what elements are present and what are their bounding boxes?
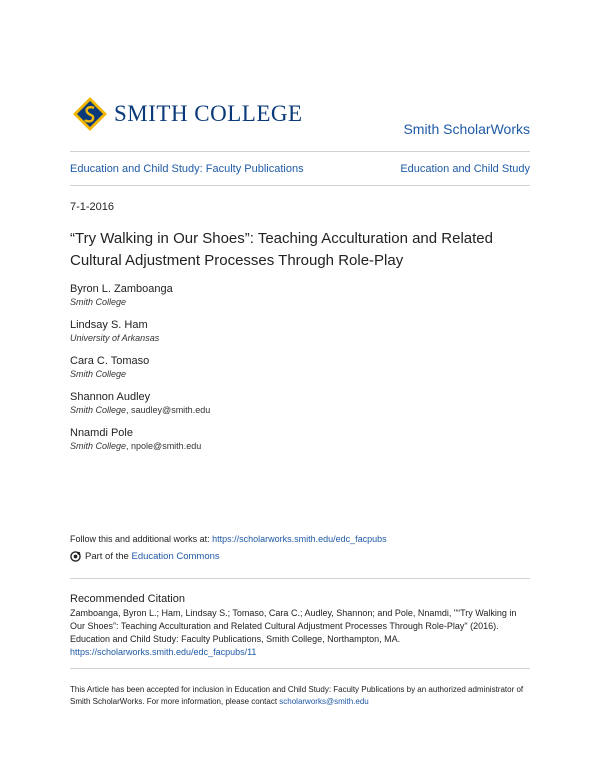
accepted-notice [70, 684, 540, 708]
citation-heading: Recommended Citation [70, 593, 185, 605]
citation-block [70, 607, 532, 659]
author-institution: Smith College [70, 441, 127, 451]
author-email[interactable]: , saudley@smith.edu [126, 405, 211, 415]
author-institution: Smith College [70, 405, 127, 415]
smith-college-shield-icon [72, 96, 108, 132]
education-commons-link[interactable]: Education Commons [131, 551, 220, 562]
follow-line [70, 534, 387, 544]
author-item [70, 426, 530, 462]
author-name: Shannon Audley [70, 391, 151, 403]
contact-email-link[interactable]: scholarworks@smith.edu [279, 697, 369, 706]
author-list [70, 282, 530, 462]
author-institution: Smith College [70, 297, 127, 307]
author-affiliation [70, 368, 530, 380]
author-email[interactable]: , npole@smith.edu [126, 441, 202, 451]
follow-url-link[interactable]: https://scholarworks.smith.edu/edc_facpubs [212, 534, 387, 544]
author-name: Lindsay S. Ham [70, 319, 148, 331]
author-item [70, 282, 530, 318]
citation-url-link[interactable]: https://scholarworks.smith.edu/edc_facpubs/11 [70, 647, 257, 657]
part-of-prefix: Part of the [85, 551, 129, 562]
author-name: Nnamdi Pole [70, 427, 133, 439]
author-item [70, 354, 530, 390]
author-affiliation [70, 332, 530, 344]
author-institution: University of Arkansas [70, 333, 160, 343]
notice-text: This Article has been accepted for inclusion in Education and Child Study: Faculty Publications by an authorized administrator of Smith ScholarWorks. For more information, please contact [70, 685, 524, 706]
department-link[interactable]: Education and Child Study [400, 163, 530, 175]
network-commons-icon [70, 551, 81, 562]
part-of-line [70, 551, 220, 562]
divider [70, 668, 530, 669]
author-item [70, 390, 530, 426]
divider [70, 151, 530, 152]
author-item [70, 318, 530, 354]
scholarworks-link[interactable]: Smith ScholarWorks [403, 121, 530, 137]
logo-text: SMITH COLLEGE [114, 101, 303, 126]
author-institution: Smith College [70, 369, 127, 379]
publication-date: 7-1-2016 [70, 201, 115, 213]
collection-link[interactable]: Education and Child Study: Faculty Publications [70, 163, 304, 175]
smith-college-logo[interactable] [72, 96, 303, 132]
author-affiliation [70, 404, 530, 416]
divider [70, 578, 530, 579]
author-name: Byron L. Zamboanga [70, 283, 173, 295]
author-affiliation [70, 296, 530, 308]
citation-text: Zamboanga, Byron L.; Ham, Lindsay S.; Tomaso, Cara C.; Audley, Shannon; and Pole, Nnamdi, "“Try Walking in Our Shoes”: Teaching Acculturation and Related Cultural Adjustment Processes Through Role-Play" (2016). Education and Child Study: Faculty Publications, Smith College, Northampton, MA. [70, 608, 517, 644]
article-title: “Try Walking in Our Shoes”: Teaching Acculturation and Related Cultural Adjustment Processes Through Role-Play [70, 230, 493, 269]
divider [70, 185, 530, 186]
author-affiliation [70, 440, 530, 452]
author-name: Cara C. Tomaso [70, 355, 150, 367]
follow-prefix: Follow this and additional works at: [70, 534, 213, 544]
